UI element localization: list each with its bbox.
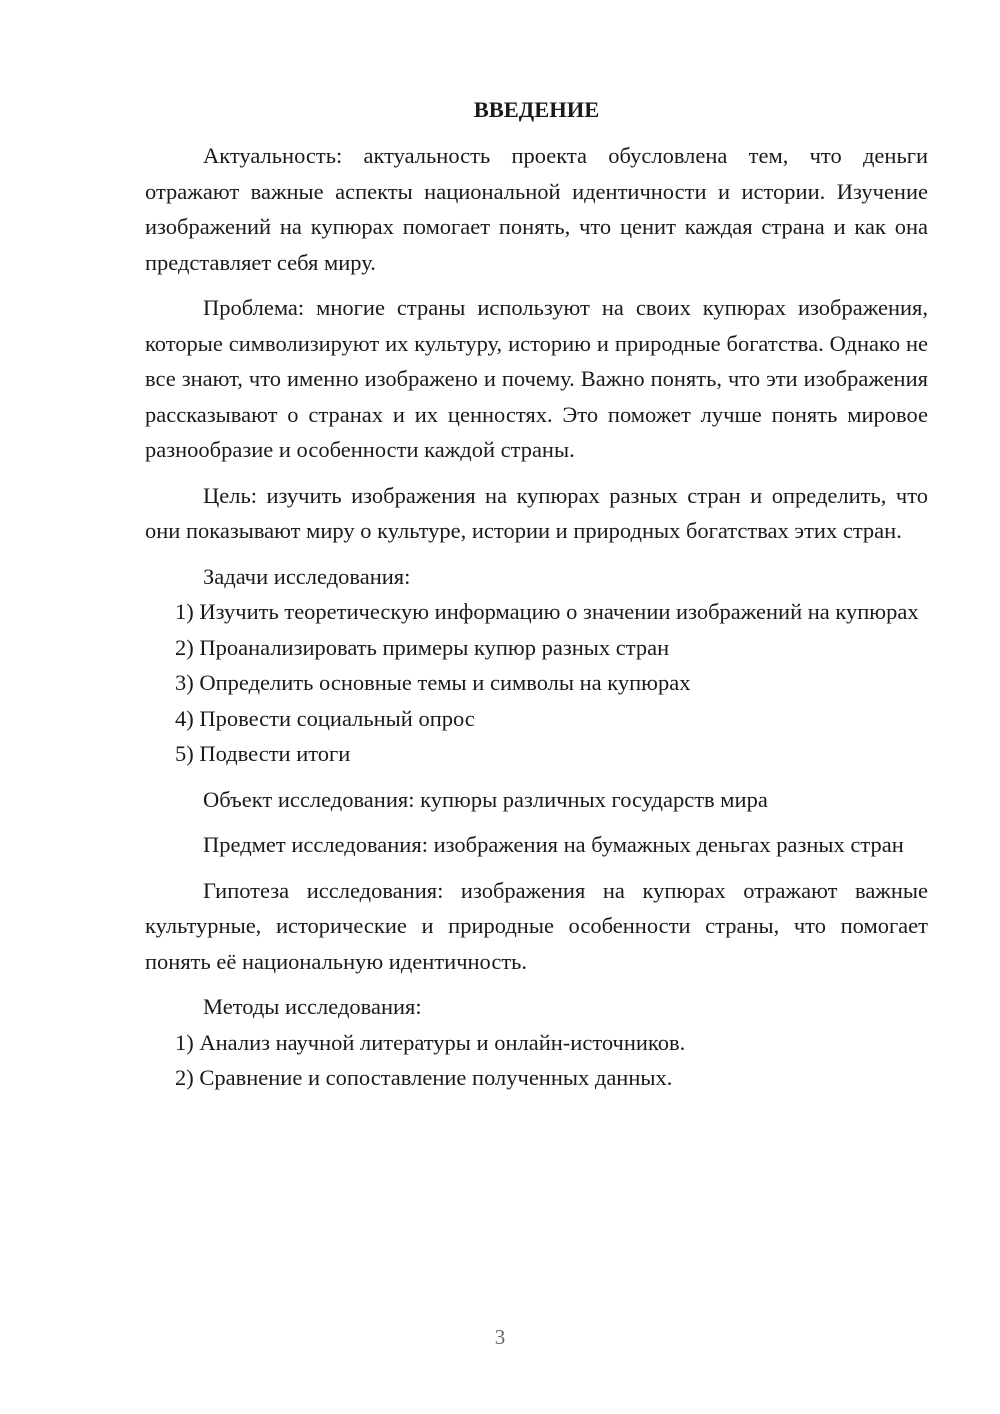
object-paragraph: Объект исследования: купюры различных государств мира [203,786,768,812]
method-item: 1) Анализ научной литературы и онлайн-источников. [175,1029,686,1055]
task-item: 5) Подвести итоги [175,741,351,766]
methods-heading: Методы исследования: [203,994,422,1019]
task-item: 2) Проанализировать примеры купюр разных стран [175,634,670,660]
page-title: ВВЕДЕНИЕ [473,97,600,122]
hypothesis-paragraph: Гипотеза исследования: изображения на купюрах отражают важные культурные, исторические и природные особенности страны, что помогает понять её национальную идентичность. [145,877,928,974]
page-body [145,92,928,1096]
task-item: 3) Определить основные темы и символы на купюрах [175,670,691,695]
goal-paragraph: Цель: изучить изображения на купюрах разных стран и определить, что они показывают миру о культуре, истории и природных богатствах этих стран. [145,482,928,543]
subject-paragraph: Предмет исследования: изображения на бумажных деньгах разных стран [203,832,904,857]
page-number: 3 [494,1325,506,1349]
problem-paragraph: Проблема: многие страны используют на своих купюрах изображения, которые символизируют их культуру, историю и природные богатства. Однако не все знают, что именно изображено и почему. Важно понять, что эти изображения рассказывают о странах и их ценностях. Это поможет лучше понять мировое разнообразие и особенности каждой страны. [145,295,928,462]
relevance-paragraph: Актуальность: актуальность проекта обусловлена тем, что деньги отражают важные аспекты национальной идентичности и истории. Изучение изображений на купюрах помогает понять, что ценит каждая страна и как она представляет себя миру. [145,143,928,275]
tasks-heading: Задачи исследования: [203,563,411,589]
task-item: 1) Изучить теоретическую информацию о значении изображений на купюрах [175,599,919,624]
method-item: 2) Сравнение и сопоставление полученных данных. [175,1065,673,1090]
task-item: 4) Провести социальный опрос [175,705,475,731]
